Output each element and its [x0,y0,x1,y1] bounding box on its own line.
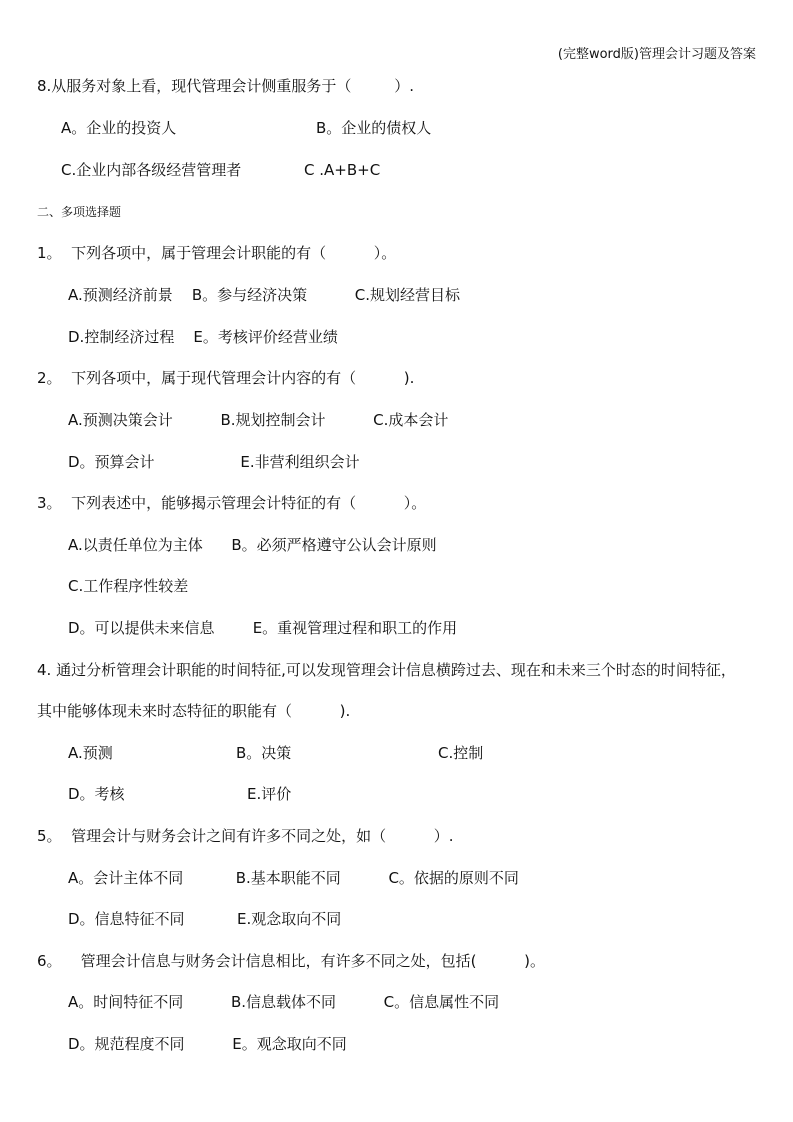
q6-options-row-2: D。规范程度不同 E。观念取向不同 [68,1035,347,1053]
q8-option-a: A。企业的投资人 [61,119,177,137]
question-4-line-2: 其中能够体现未来时态特征的职能有（ ). [37,702,351,720]
q4-option-a: A.预测 [68,744,113,762]
question-8: 8.从服务对象上看，现代管理会计侧重服务于（ ）. [37,77,414,95]
page-header: (完整word版)管理会计习题及答案 [557,47,756,62]
q5-options-row-1: A。会计主体不同 B.基本职能不同 C。依据的原则不同 [68,869,519,887]
q2-options-row-1: A.预测决策会计 B.规划控制会计 C.成本会计 [68,411,449,429]
q4-option-d: D。考核 [68,785,125,803]
question-3: 3。 下列表述中，能够揭示管理会计特征的有（ ）。 [37,494,427,512]
q8-option-c: C.企业内部各级经营管理者 [61,161,242,179]
q1-options-row-1: A.预测经济前景 B。参与经济决策 C.规划经营目标 [68,286,461,304]
q4-option-c: C.控制 [438,744,484,762]
question-2: 2。 下列各项中，属于现代管理会计内容的有（ ). [37,369,415,387]
question-1: 1。 下列各项中，属于管理会计职能的有（ ）。 [37,244,397,262]
q4-option-e: E.评价 [247,785,292,803]
q1-options-row-2: D.控制经济过程 E。考核评价经营业绩 [68,328,338,346]
q3-options-row-2: C.工作程序性较差 [68,577,189,595]
q6-options-row-1: A。时间特征不同 B.信息载体不同 C。信息属性不同 [68,993,500,1011]
q3-options-row-3: D。可以提供未来信息 E。重视管理过程和职工的作用 [68,619,458,637]
q5-options-row-2: D。信息特征不同 E.观念取向不同 [68,910,342,928]
question-6: 6。 管理会计信息与财务会计信息相比，有许多不同之处，包括( )。 [37,952,546,970]
q3-options-row-1: A.以责任单位为主体 B。必须严格遵守公认会计原则 [68,536,437,554]
question-5: 5。 管理会计与财务会计之间有许多不同之处，如（ ）. [37,827,454,845]
q2-options-row-2: D。预算会计 E.非营利组织会计 [68,453,360,471]
question-4-line-1: 4. 通过分析管理会计职能的时间特征,可以发现管理会计信息横跨过去、现在和未来三个时态的时间特征， [37,661,736,679]
q8-option-d: C .A+B+C [304,161,381,179]
q4-option-b: B。决策 [236,744,292,762]
q8-option-b: B。企业的债权人 [316,119,432,137]
section-title: 二、多项选择题 [37,205,122,219]
